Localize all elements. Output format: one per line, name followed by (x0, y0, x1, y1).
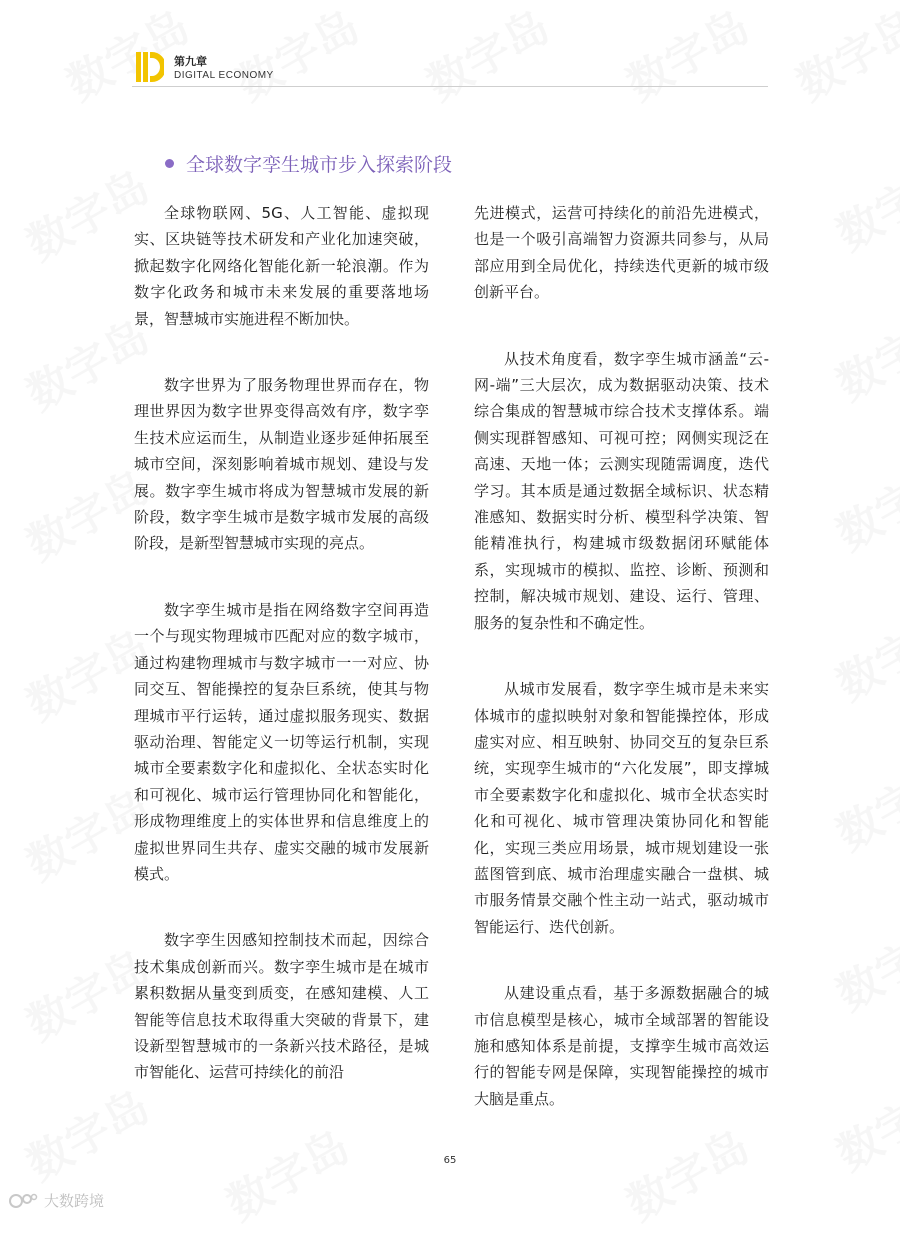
watermark-text (823, 441, 900, 562)
page-header (132, 50, 768, 87)
watermark-text (613, 1111, 759, 1232)
brand-footer (8, 1190, 104, 1211)
watermark-text (823, 591, 900, 712)
watermark-text (783, 0, 900, 113)
left-column (134, 200, 429, 1086)
right-column (474, 200, 769, 1112)
watermark-text (823, 141, 900, 262)
bullet-dot-icon (165, 159, 174, 168)
section-title (165, 150, 452, 177)
brand-logo-icon (8, 1192, 38, 1210)
paragraph: 从技术角度看，数字孪生城市涵盖“云-网-端”三大层次，成为数据驱动决策、技术综合集成的智慧城市综合技术支撑体系。端侧实现群智感知、可视可控；网侧实现泛在高速、天地一体；云测实现随需调度，迭代学习。其本质是通过数据全域标识、状态精准感知、数据实时分析、模型科学决策、智能精准执行，构建城市级数据闭环赋能体系，实现城市的模拟、监控、诊断、预测和控制，解决城市规划、建设、运行、管理、服务的复杂性和不确定性。 (474, 349, 769, 632)
paragraph: 先进模式，运营可持续化的前沿先进模式，也是一个吸引高端智力资源共同参与，从局部应用到全局优化，持续迭代更新的城市级创新平台。 (474, 204, 769, 302)
paragraph: 数字孪生城市是指在网络数字空间再造一个与现实物理城市匹配对应的数字城市，通过构建物理城市与数字城市一一对应、协同交互、智能操控的复杂巨系统，使其与物理城市平行运转，通过虚拟服务现实、数据驱动治理、智能定义一切等运行机制，实现城市全要素数字化和虚拟化、全状态实时化和可视化、城市运行管理协同化和智能化，形成物理维度上的实体世界和信息维度上的虚拟世界同生共存、虚实交融的城市发展新模式。 (134, 600, 429, 883)
digital-economy-logo-icon (136, 52, 164, 82)
watermark-text (823, 901, 900, 1022)
paragraph: 数字孪生因感知控制技术而起，因综合技术集成创新而兴。数字孪生城市是在城市累积数据从量变到质变，在感知建模、人工智能等信息技术取得重大突破的背景下，建设新型智慧城市的一条新兴技术路径，是城市智能化、运营可持续化的前沿 (134, 931, 429, 1082)
brand-label: 大数跨境 (44, 1192, 105, 1210)
paragraph: 从建设重点看，基于多源数据融合的城市信息模型是核心，城市全域部署的智能设施和感知体系是前提，支撑孪生城市高效运行的智能专网是保障，实现智能操控的城市大脑是重点。 (474, 984, 769, 1108)
paragraph: 数字世界为了服务物理世界而存在，物理世界因为数字世界变得高效有序，数字孪生技术应运而生，从制造业逐步延伸拓展至城市空间，深刻影响着城市规划、建设与发展。数字孪生城市将成为智慧城市发展的新阶段，数字孪生城市是数字城市发展的高级阶段，是新型智慧城市实现的亮点。 (134, 376, 429, 553)
section-title-text: 全球数字孪生城市步入探索阶段 (186, 154, 453, 176)
watermark-text (13, 1071, 159, 1192)
paragraph: 全球物联网、5G、人工智能、虚拟现实、区块链等技术研发和产业化加速突破，掀起数字化网络化智能化新一轮浪潮。作为数字化政务和城市未来发展的重要落地场景，智慧城市实施进程不断加快。 (134, 204, 429, 328)
watermark-text (823, 741, 900, 862)
watermark-text (213, 1111, 359, 1232)
paragraph: 从城市发展看，数字孪生城市是未来实体城市的虚拟映射对象和智能操控体，形成虚实对应、相互映射、协同交互的复杂巨系统，实现孪生城市的“六化发展”，即支撑城市全要素数字化和虚拟化、城市全状态实时化和可视化、城市管理决策协同化和智能化，实现三类应用场景，城市规划建设一张蓝图管到底、城市治理虚实融合一盘棋、城市服务情景交融个性主动一站式，驱动城市智能运行、迭代创新。 (474, 680, 769, 936)
chapter-subtitle: DIGITAL ECONOMY (174, 70, 274, 81)
page-number: 65 (443, 1155, 457, 1166)
watermark-text (823, 291, 900, 412)
chapter-label: 第九章 (174, 55, 207, 68)
